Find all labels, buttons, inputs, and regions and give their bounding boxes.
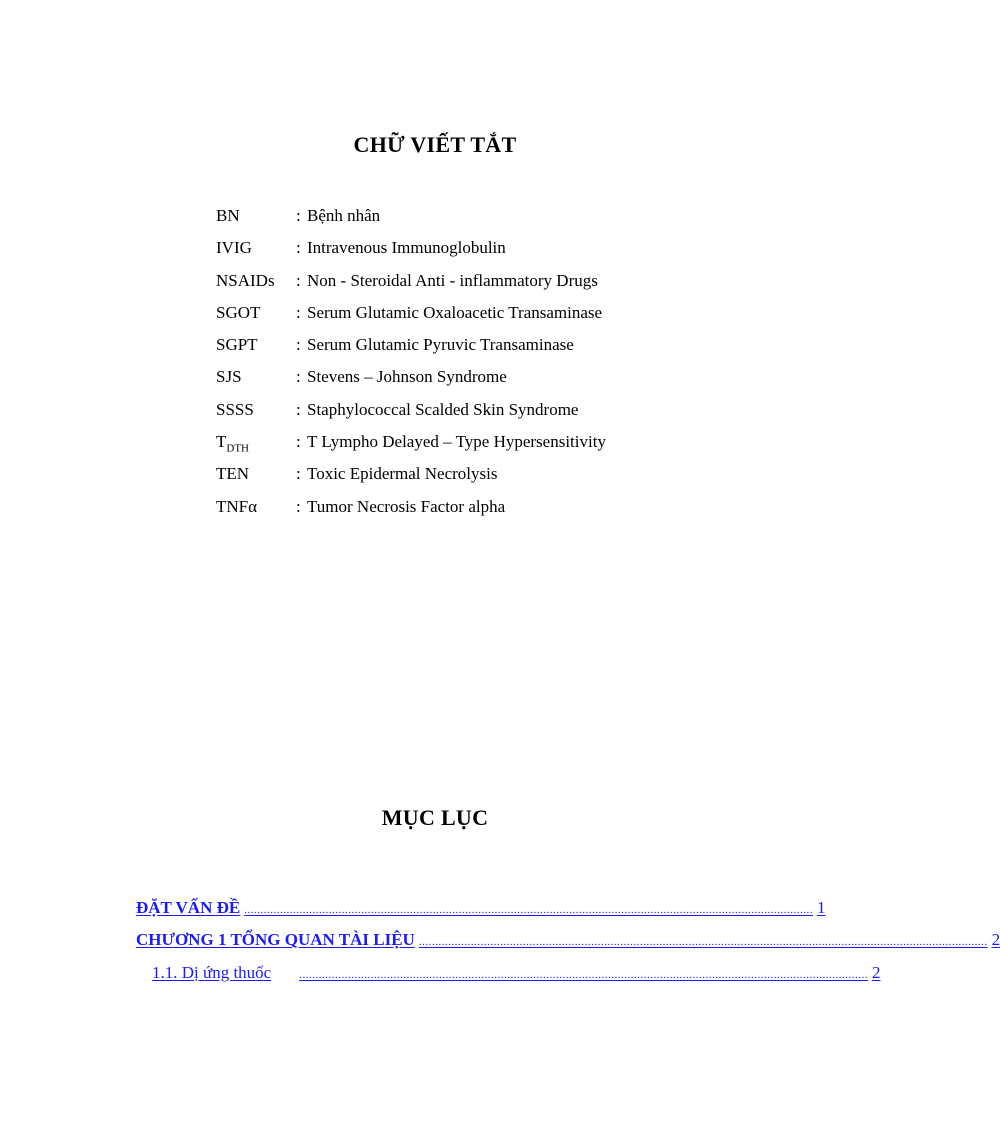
abbreviation-row <box>216 464 606 496</box>
abbreviation-value: Intravenous Immunoglobulin <box>307 238 506 258</box>
abbreviation-separator: : <box>296 464 301 484</box>
abbreviation-row <box>216 367 606 399</box>
abbreviation-key: NSAIDs <box>216 270 275 290</box>
abbreviation-separator: : <box>296 399 301 419</box>
abbreviation-separator: : <box>296 335 301 355</box>
abbreviation-row <box>216 271 606 303</box>
abbreviation-value: Tumor Necrosis Factor alpha <box>307 496 506 516</box>
abbreviation-separator: : <box>296 496 301 516</box>
toc-entry-chuong-1[interactable] <box>136 930 1000 950</box>
abbreviation-key: $T_{DTH}$ <box>216 432 249 455</box>
abbreviation-row <box>216 238 606 270</box>
abbreviations-list <box>216 206 606 529</box>
abbreviation-value: Toxic Epidermal Necrolysis <box>307 464 498 484</box>
toc-leader-dots: ............................................................................................................................................................................... <box>299 969 868 981</box>
abbreviations-title: CHỮ VIẾT TẮT <box>353 132 517 157</box>
abbreviation-separator: : <box>296 367 301 387</box>
toc-title: MỤC LỤC <box>381 805 489 830</box>
abbreviation-value: Staphylococcal Scalded Skin Syndrome <box>307 399 579 419</box>
abbreviation-row <box>216 400 606 432</box>
abbreviation-row <box>216 206 606 238</box>
abbreviation-separator: : <box>296 270 301 290</box>
abbreviation-key: IVIG <box>216 238 252 258</box>
toc-entry-page: 2 <box>871 963 881 982</box>
abbreviation-row <box>216 335 606 367</box>
toc-entry-dat-van-de[interactable] <box>136 898 826 918</box>
abbreviation-key: BN <box>216 206 240 225</box>
abbreviation-row <box>216 432 606 464</box>
abbreviation-subscript: DTH <box>226 442 249 455</box>
toc-entry-label: 1.1. Dị ứng thuốc <box>152 963 272 982</box>
abbreviation-value: Bệnh nhân <box>307 206 381 225</box>
abbreviation-separator: : <box>296 238 301 258</box>
abbreviation-key: SGPT <box>216 335 258 355</box>
abbreviation-key: TEN <box>216 464 250 484</box>
toc-entry-1-1[interactable] <box>152 963 881 983</box>
toc-leader-dots: ............................................................................................................................................................................... <box>244 904 813 916</box>
abbreviation-value: Serum Glutamic Oxaloacetic Transaminase <box>307 302 603 322</box>
toc-leader-dots: ............................................................................................................................................................................... <box>418 936 988 948</box>
abbreviation-key: SSSS <box>216 399 254 419</box>
abbreviation-separator: : <box>296 206 301 225</box>
abbreviation-value: Serum Glutamic Pyruvic Transaminase <box>307 335 574 355</box>
toc-entry-page: 1 <box>816 898 826 917</box>
abbreviation-value: Stevens – Johnson Syndrome <box>307 367 507 387</box>
abbreviation-value: Non - Steroidal Anti - inflammatory Drugs <box>307 270 598 290</box>
abbreviation-key: SJS <box>216 367 242 387</box>
abbreviation-row <box>216 303 606 335</box>
abbreviation-key: SGOT <box>216 302 261 322</box>
toc-entry-label: CHƯƠNG 1 TỔNG QUAN TÀI LIỆU <box>136 930 415 949</box>
abbreviation-row <box>216 497 606 529</box>
abbreviation-separator: : <box>296 302 301 322</box>
toc-entry-page: 2 <box>991 930 1000 949</box>
abbreviation-key: TNFα <box>216 496 258 516</box>
abbreviation-value: T Lympho Delayed – Type Hypersensitivity <box>307 432 606 452</box>
abbreviation-separator: : <box>296 432 301 452</box>
toc-entry-label: ĐẶT VẤN ĐỀ <box>136 898 241 917</box>
